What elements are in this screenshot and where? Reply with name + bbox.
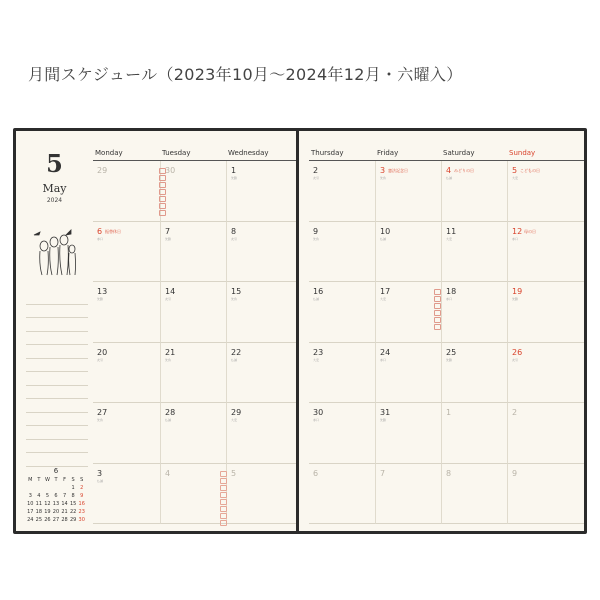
holiday-label: こどもの日 <box>520 168 540 173</box>
day-number: 30 <box>165 166 176 175</box>
rokuyo-label: 先負 <box>380 176 387 180</box>
day-cell-sat[interactable] <box>441 343 507 404</box>
day-number: 2 <box>313 166 319 175</box>
mini-day: 15 <box>69 501 77 507</box>
day-cell-wed[interactable] <box>226 464 296 525</box>
day-number: 30 <box>313 408 324 417</box>
mini-day: 17 <box>27 509 34 515</box>
day-cell-mon[interactable] <box>93 222 160 283</box>
month-index-tabs[interactable] <box>434 289 441 331</box>
day-cell-tue[interactable] <box>160 343 226 404</box>
day-number: 6 <box>313 468 319 478</box>
day-number: 10 <box>380 226 391 236</box>
rokuyo-label: 大安 <box>231 418 238 422</box>
weekday-header: Sunday <box>507 145 584 161</box>
mini-day <box>35 485 44 492</box>
day-number: 29 <box>97 166 108 175</box>
day-cell-tue[interactable] <box>160 403 226 464</box>
day-cell-sun[interactable] <box>507 464 584 525</box>
rokuyo-label: 先勝 <box>97 297 104 301</box>
day-cell-sat[interactable] <box>441 464 507 525</box>
day-cell-sun[interactable] <box>507 343 584 404</box>
day-number: 19 <box>512 287 523 296</box>
month-sidebar <box>16 131 93 531</box>
mini-weekday-label: S <box>71 477 75 483</box>
month-number: 5 <box>46 149 63 178</box>
rokuyo-label: 仏滅 <box>313 297 320 301</box>
day-cell-mon[interactable] <box>93 403 160 464</box>
rokuyo-label: 友引 <box>231 236 238 241</box>
rokuyo-label: 先勝 <box>231 176 238 180</box>
rokuyo-label: 先勝 <box>446 357 453 362</box>
rokuyo-label: 仏滅 <box>446 176 453 180</box>
day-number: 12 <box>512 226 523 236</box>
day-number: 8 <box>231 226 237 236</box>
rokuyo-label: 友引 <box>97 357 104 362</box>
day-cell-sun[interactable] <box>507 161 584 222</box>
mini-day: 26 <box>44 517 51 523</box>
calendar-grid-left <box>93 145 296 524</box>
mini-calendar-month: 6 <box>53 467 59 475</box>
day-cell-sun[interactable] <box>507 403 584 464</box>
rokuyo-label: 大安 <box>380 297 387 301</box>
day-cell-thu[interactable] <box>309 282 375 343</box>
day-number: 1 <box>231 166 237 175</box>
day-number: 7 <box>165 226 171 236</box>
day-number: 4 <box>165 468 171 478</box>
weekday-header: Wednesday <box>226 145 296 161</box>
day-cell-thu[interactable] <box>309 222 375 283</box>
rokuyo-label: 友引 <box>512 357 519 362</box>
mini-day <box>60 485 69 492</box>
holiday-label: 母の日 <box>524 228 536 234</box>
day-cell-mon[interactable] <box>93 464 160 525</box>
mini-day: 14 <box>61 501 68 507</box>
day-number: 14 <box>165 287 176 296</box>
day-cell-sat[interactable] <box>441 222 507 283</box>
day-number: 21 <box>165 347 176 357</box>
day-number: 15 <box>231 287 242 296</box>
rokuyo-label: 赤口 <box>446 297 453 301</box>
rokuyo-label: 大安 <box>512 176 519 180</box>
day-cell-wed[interactable] <box>226 403 296 464</box>
moomin-figures-icon <box>30 221 80 283</box>
day-number: 20 <box>97 347 108 357</box>
mini-day <box>52 485 61 492</box>
mini-day: 5 <box>45 493 50 499</box>
day-number: 11 <box>446 226 457 236</box>
day-cell-sat[interactable] <box>441 161 507 222</box>
day-cell-thu[interactable] <box>309 343 375 404</box>
weekday-header: Friday <box>375 145 441 161</box>
weekday-header: Tuesday <box>160 145 226 161</box>
day-number: 5 <box>231 468 237 478</box>
day-number: 1 <box>446 408 452 417</box>
mini-day: 1 <box>71 485 75 491</box>
day-number: 16 <box>313 287 324 296</box>
planner-spread <box>13 128 587 534</box>
mini-day: 2 <box>80 485 84 491</box>
day-cell-wed[interactable] <box>226 282 296 343</box>
rokuyo-label: 赤口 <box>512 236 519 241</box>
day-cell-wed[interactable] <box>226 343 296 404</box>
day-cell-fri[interactable] <box>375 222 441 283</box>
rokuyo-label: 仏滅 <box>97 478 104 483</box>
day-number: 27 <box>97 408 108 417</box>
rokuyo-label: 先負 <box>231 297 238 301</box>
day-cell-tue[interactable] <box>160 464 226 525</box>
mini-day: 21 <box>61 509 68 515</box>
day-number: 3 <box>97 468 103 478</box>
mini-day: 23 <box>78 509 85 515</box>
mini-day <box>43 485 52 492</box>
day-cell-fri[interactable] <box>375 343 441 404</box>
day-number: 17 <box>380 287 391 296</box>
day-number: 5 <box>512 166 518 175</box>
mini-day: 24 <box>27 517 34 523</box>
holiday-label: 振替休日 <box>105 228 121 234</box>
day-cell-thu[interactable] <box>309 464 375 525</box>
left-page <box>16 131 296 531</box>
weekday-header: Thursday <box>309 145 375 161</box>
rokuyo-label: 先負 <box>313 236 320 241</box>
day-cell-wed[interactable] <box>226 161 296 222</box>
day-cell-tue[interactable] <box>160 222 226 283</box>
mini-day: 28 <box>61 517 68 523</box>
rokuyo-label: 赤口 <box>97 236 104 241</box>
mini-weekday-label: T <box>54 477 58 483</box>
notes-lines <box>26 291 88 467</box>
day-number: 8 <box>446 468 452 478</box>
mini-day: 22 <box>69 509 77 515</box>
rokuyo-label: 先勝 <box>512 297 519 301</box>
month-index-tabs[interactable] <box>220 471 227 527</box>
mini-day: 12 <box>44 501 51 507</box>
day-number: 4 <box>446 166 452 175</box>
day-number: 6 <box>97 226 103 236</box>
day-cell-wed[interactable] <box>226 222 296 283</box>
day-number: 29 <box>231 408 242 417</box>
day-cell-fri[interactable] <box>375 403 441 464</box>
rokuyo-label: 先勝 <box>165 236 172 241</box>
day-number: 9 <box>313 226 319 236</box>
day-number: 31 <box>380 408 391 417</box>
day-number: 9 <box>512 468 518 478</box>
day-cell-sat[interactable] <box>441 403 507 464</box>
day-number: 28 <box>165 408 176 417</box>
mini-day: 30 <box>78 517 85 523</box>
holiday-label: 憲法記念日 <box>388 168 408 173</box>
mini-weekday-label: F <box>63 477 66 483</box>
year-label: 2024 <box>46 197 63 204</box>
month-index-tabs[interactable] <box>159 168 166 217</box>
day-cell-fri[interactable] <box>375 282 441 343</box>
day-number: 13 <box>97 287 108 296</box>
rokuyo-label: 大安 <box>446 236 453 241</box>
holiday-label: みどりの日 <box>454 168 474 173</box>
day-cell-sat[interactable] <box>441 282 507 343</box>
day-cell-thu[interactable] <box>309 403 375 464</box>
page-title: 月間スケジュール（2023年10月～2024年12月・六曜入） <box>28 65 463 84</box>
day-number: 24 <box>380 347 391 357</box>
mini-calendar <box>26 467 86 524</box>
mini-day: 18 <box>35 509 43 515</box>
mini-day: 8 <box>71 493 75 499</box>
calendar-grid-right <box>309 145 584 524</box>
mini-day: 25 <box>35 517 43 523</box>
mini-day <box>26 485 35 492</box>
month-name: May <box>42 182 67 195</box>
day-number: 23 <box>313 347 324 357</box>
day-cell-sun[interactable] <box>507 282 584 343</box>
day-cell-mon[interactable] <box>93 282 160 343</box>
rokuyo-label: 先負 <box>97 418 104 422</box>
mini-calendar-grid <box>26 477 86 524</box>
mini-day: 3 <box>28 493 32 499</box>
mini-weekday-label: W <box>44 477 50 483</box>
weekday-header: Saturday <box>441 145 507 161</box>
rokuyo-label: 仏滅 <box>165 418 172 422</box>
day-number: 22 <box>231 347 242 357</box>
mini-day: 29 <box>69 517 77 523</box>
mini-day: 11 <box>35 501 43 507</box>
rokuyo-label: 大安 <box>313 357 320 362</box>
mini-day: 6 <box>54 493 58 499</box>
day-number: 3 <box>380 166 386 175</box>
rokuyo-label: 仏滅 <box>380 236 387 241</box>
day-cell-mon[interactable] <box>93 161 160 222</box>
day-cell-sun[interactable] <box>507 222 584 283</box>
mini-day: 13 <box>52 501 60 507</box>
mini-day: 9 <box>80 493 84 499</box>
day-cell-fri[interactable] <box>375 161 441 222</box>
mini-day: 19 <box>44 509 51 515</box>
day-cell-tue[interactable] <box>160 161 226 222</box>
mini-day: 20 <box>52 509 60 515</box>
mini-weekday-label: S <box>80 477 84 483</box>
rokuyo-label: 赤口 <box>380 357 387 362</box>
mini-day: 16 <box>78 501 85 507</box>
rokuyo-label: 先負 <box>165 357 172 362</box>
right-page <box>299 131 584 531</box>
rokuyo-label: 友引 <box>165 297 172 301</box>
day-cell-fri[interactable] <box>375 464 441 525</box>
weekday-header: Monday <box>93 145 160 161</box>
mini-day: 4 <box>37 493 41 499</box>
day-cell-mon[interactable] <box>93 343 160 404</box>
day-number: 26 <box>512 347 523 357</box>
mini-day: 27 <box>52 517 60 523</box>
mini-weekday-label: T <box>37 477 41 483</box>
mini-weekday-label: M <box>28 477 33 483</box>
mini-day: 10 <box>27 501 34 507</box>
rokuyo-label: 仏滅 <box>231 357 238 362</box>
mini-day: 7 <box>62 493 67 499</box>
rokuyo-label: 先勝 <box>380 418 387 422</box>
rokuyo-label: 友引 <box>313 176 320 180</box>
day-number: 25 <box>446 347 457 357</box>
day-number: 18 <box>446 287 457 296</box>
rokuyo-label: 赤口 <box>313 418 320 422</box>
day-number: 2 <box>512 408 518 417</box>
day-cell-tue[interactable] <box>160 282 226 343</box>
day-cell-thu[interactable] <box>309 161 375 222</box>
day-number: 7 <box>380 468 386 478</box>
